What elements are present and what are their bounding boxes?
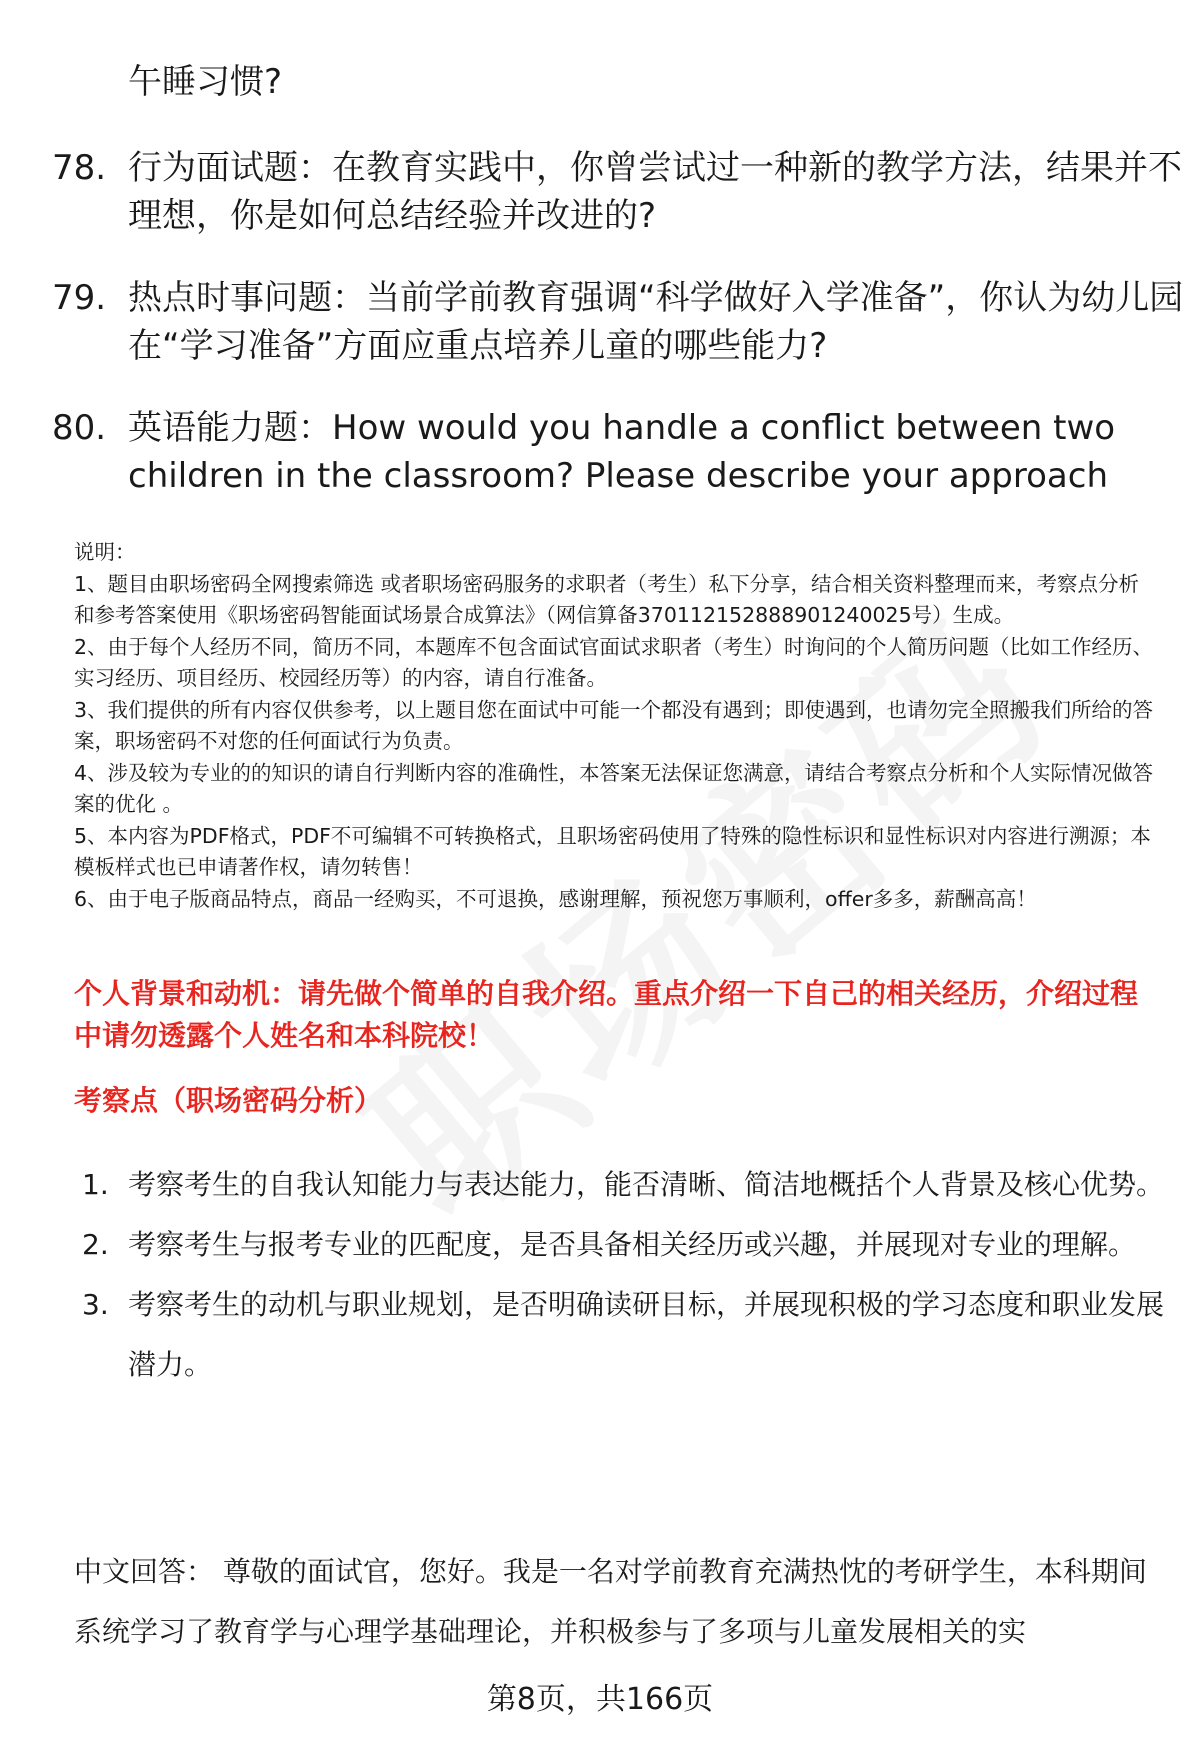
question-continuation: 午睡习惯? xyxy=(128,62,283,102)
point-number: 3. xyxy=(82,1288,109,1321)
notes-block xyxy=(74,537,1159,915)
question-text: 英语能力题：How would you handle a conflict between two children in the classroom? Please describe your approach xyxy=(128,408,1116,496)
note-item: 6、由于电子版商品特点，商品一经购买，不可退换，感谢理解，预祝您万事顺利，offer多多，薪酬高高！ xyxy=(74,886,1037,911)
point-text: 考察考生的自我认知能力与表达能力，能否清晰、简洁地概括个人背景及核心优势。 xyxy=(128,1168,1165,1201)
note-item: 3、我们提供的所有内容仅供参考，以上题目您在面试中可能一个都没有遇到；即使遇到，也请勿完全照搬我们所给的答案，职场密码不对您的任何面试行为负责。 xyxy=(74,697,1154,753)
page-footer: 第8页，共166页 xyxy=(486,1682,714,1717)
question-text: 行为面试题：在教育实践中，你曾尝试过一种新的教学方法，结果并不理想，你是如何总结经验并改进的? xyxy=(128,148,1182,236)
question-text: 热点时事问题：当前学前教育强调“科学做好入学准备”，你认为幼儿园在“学习准备”方面应重点培养儿童的哪些能力? xyxy=(128,278,1184,366)
point-number: 1. xyxy=(82,1168,109,1201)
note-item: 4、涉及较为专业的的知识的请自行判断内容的准确性，本答案无法保证您满意，请结合考察点分析和个人实际情况做答案的优化 。 xyxy=(74,760,1154,816)
chinese-answer: 中文回答： 尊敬的面试官，您好。我是一名对学前教育充满热忱的考研学生，本科期间系统学习了教育学与心理学基础理论，并积极参与了多项与儿童发展相关的实 xyxy=(74,1555,1147,1648)
question-number: 78. xyxy=(52,148,107,188)
assessment-point xyxy=(82,1215,1167,1275)
section-subtitle: 考察点（职场密码分析） xyxy=(74,1084,383,1117)
assessment-point xyxy=(82,1155,1167,1215)
note-item: 5、本内容为PDF格式，PDF不可编辑不可转换格式，且职场密码使用了特殊的隐性标识和显性标识对内容进行溯源；本模板样式也已申请著作权，请勿转售！ xyxy=(74,823,1151,879)
note-item: 1、题目由职场密码全网搜索筛选 或者职场密码服务的求职者（考生）私下分享，结合相关资料整理而来，考察点分析和参考答案使用《职场密码智能面试场景合成算法》（网信算备370112152888901240025号）生成。 xyxy=(74,571,1140,627)
question-number: 79. xyxy=(52,278,107,318)
note-item: 2、由于每个人经历不同，简历不同，本题库不包含面试官面试求职者（考生）时询问的个人简历问题（比如工作经历、实习经历、项目经历、校园经历等）的内容，请自行准备。 xyxy=(74,634,1154,690)
assessment-point xyxy=(82,1275,1167,1395)
notes-heading: 说明： xyxy=(74,540,136,564)
point-number: 2. xyxy=(82,1228,109,1261)
point-text: 考察考生与报考专业的匹配度，是否具备相关经历或兴趣，并展现对专业的理解。 xyxy=(128,1228,1137,1261)
assessment-points xyxy=(82,1155,1167,1395)
question-number: 80. xyxy=(52,408,107,448)
point-text: 考察考生的动机与职业规划，是否明确读研目标，并展现积极的学习态度和职业发展潜力。 xyxy=(128,1288,1165,1381)
section-title: 个人背景和动机：请先做个简单的自我介绍。重点介绍一下自己的相关经历，介绍过程中请勿透露个人姓名和本科院校！ xyxy=(74,977,1139,1052)
